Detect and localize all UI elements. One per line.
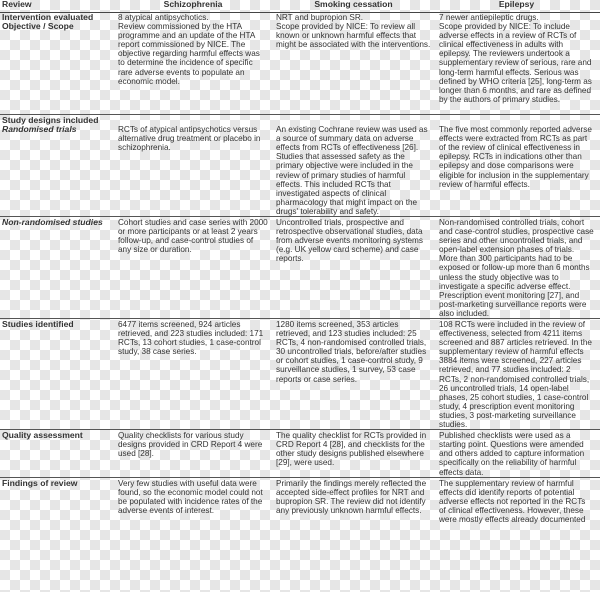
cell-findings-epilepsy: The supplementary review of harmful effects did identify reports of potential adverse effects not reported in the RCTs of clinical effectiveness. However, these were mostly effects already documented [437, 477, 600, 524]
header-review: Review [0, 0, 116, 13]
cell-objective-smoking: Scope provided by NICE: To review all known or unknown harmful effects that might be associated with the interventions. [276, 22, 431, 50]
row-studies-identified [0, 319, 600, 430]
cell-objective-epilepsy: Scope provided by NICE: To include adverse effects in a review of RCTs of clinical effectiveness in adults with epilepsy. The reviewers undertook a supplementary review of serious, rare and long-term harmful effects. Serious was defined by WHO criteria [25], long-term as longer than 6 months, and rare as defined by the authors of primary studies. [439, 22, 592, 104]
cell-intervention-schizophrenia: 8 atypical antipsychotics. [118, 13, 209, 22]
cell-objective-schizophrenia: Review commissioned by the HTA programme and an update of the HTA report commissioned by NICE. The objective regarding harmful effects was to determine the incidence of specific rare adverse events to populate an economic model. [118, 22, 260, 86]
row-label-non-randomised: Non-randomised studies [0, 216, 116, 318]
cell-non-randomised-smoking: Uncontrolled trials, prospective and retrospective observational studies, data from adverse events monitoring systems (e.g. UK yellow card scheme) and case reports. [274, 216, 437, 318]
cell-randomised-epilepsy: The five most commonly reported adverse effects were extracted from RCTs as part of the review of clinical effectiveness in epilepsy. RCTs in indications other than epilepsy and dose comparisons were eligible for inclusion in the supplementary review of harmful effects. [439, 125, 592, 189]
cell-quality-schizophrenia: Quality checklists for various study designs provided in CRD Report 4 were used [28]. [116, 430, 274, 477]
row-randomised [0, 125, 600, 216]
row-label-quality: Quality assessment [0, 430, 116, 477]
cell-intervention-smoking: NRT and bupropion SR. [276, 13, 364, 22]
cell-identified-smoking: 1280 items screened, 353 articles retrieved, and 123 studies included: 25 RCTs, 4 non-randomised controlled trials, 30 uncontrolled trials, before/after studies or cohort studies, 1 case-control study, 9 surveillance studies, 1 survey, 53 case reports or case series. [274, 319, 437, 430]
cell-randomised-smoking: An existing Cochrane review was used as a source of summary data on adverse effects from RCTs of effectiveness [26]. Studies that assessed safety as the primary objective were included in the review of primary studies of harmful effects. This included RCTs that investigated aspects of clinical pharmacology that might impact on the drugs' tolerability and safety. [276, 125, 428, 216]
header-schizophrenia: Schizophrenia [116, 0, 274, 13]
cell-quality-smoking: The quality checklist for RCTs provided in CRD Report 4 [28], and checklists for the other study designs published elsewhere [29], were used. [274, 430, 437, 477]
row-study-designs [0, 114, 600, 125]
cell-identified-schizophrenia: 6477 items screened, 924 articles retrieved, and 223 studies included: 171 RCTs, 13 cohort studies, 1 case-control study, 38 case series. [116, 319, 274, 430]
cell-findings-schizophrenia: Very few studies with useful data were found, so the economic model could not be populated with incidence rates of the adverse events of interest. [116, 477, 274, 524]
row-label-findings: Findings of review [0, 477, 116, 524]
row-quality-assessment [0, 430, 600, 477]
cell-non-randomised-schizophrenia: Cohort studies and case series with 2000 or more participants or at least 2 years follow-up, and case-control studies of any size or duration. [116, 216, 274, 318]
row-label-study-designs: Study designs included [0, 114, 600, 125]
row-non-randomised [0, 216, 600, 318]
cell-findings-smoking: Primarily the findings merely reflected the accepted side-effect profiles for NRT and bupropion SR. The review did not identify any previously unknown harmful effects. [274, 477, 437, 524]
row-objective [0, 22, 600, 104]
row-label-randomised: Randomised trials [2, 124, 77, 135]
cell-randomised-schizophrenia: RCTs of atypical antipsychotics versus alternative drug treatment or placebo in schizophrenia. [118, 125, 261, 153]
row-intervention [0, 13, 600, 23]
header-smoking-cessation: Smoking cessation [274, 0, 437, 13]
row-findings [0, 477, 600, 524]
header-epilepsy: Epilepsy [437, 0, 600, 13]
cell-quality-epilepsy: Published checklists were used as a starting point. Questions were amended and others added to capture information specifically on the reliability of harmful effects data. [437, 430, 600, 477]
row-label-intervention: Intervention evaluated [2, 12, 94, 22]
cell-non-randomised-epilepsy: Non-randomised controlled trials, cohort and case-control studies, prospective case series and other uncontrolled trials, and open-label extension phases of trials. More than 300 participants had to be exposed or follow-up more than 6 months unless the study objective was to investigate a specific adverse effect. Prescription event monitoring [27], and post-marketing surveillance reports were also included. [437, 216, 600, 318]
row-label-objective: Objective / Scope [2, 21, 74, 32]
spacer-row [0, 104, 600, 115]
cell-intervention-epilepsy: 7 newer antiepileptic drugs. [439, 13, 539, 22]
row-label-studies-identified: Studies identified [0, 319, 116, 430]
header-row [0, 0, 600, 13]
cell-identified-epilepsy: 108 RCTs were included in the review of effectiveness, selected from 4211 items screened and 887 articles retrieved. In the supplementary review of harmful effects 3884 items were screened, 227 articles retrieved, and 77 studies included: 2 RCTs, 2 non-randomised controlled trials, 26 uncontrolled trials, 14 open-label phases, 25 cohort studies, 1 case-control study, 4 prescription event monitoring studies, 3 post-marketing surveillance studies. [437, 319, 600, 430]
